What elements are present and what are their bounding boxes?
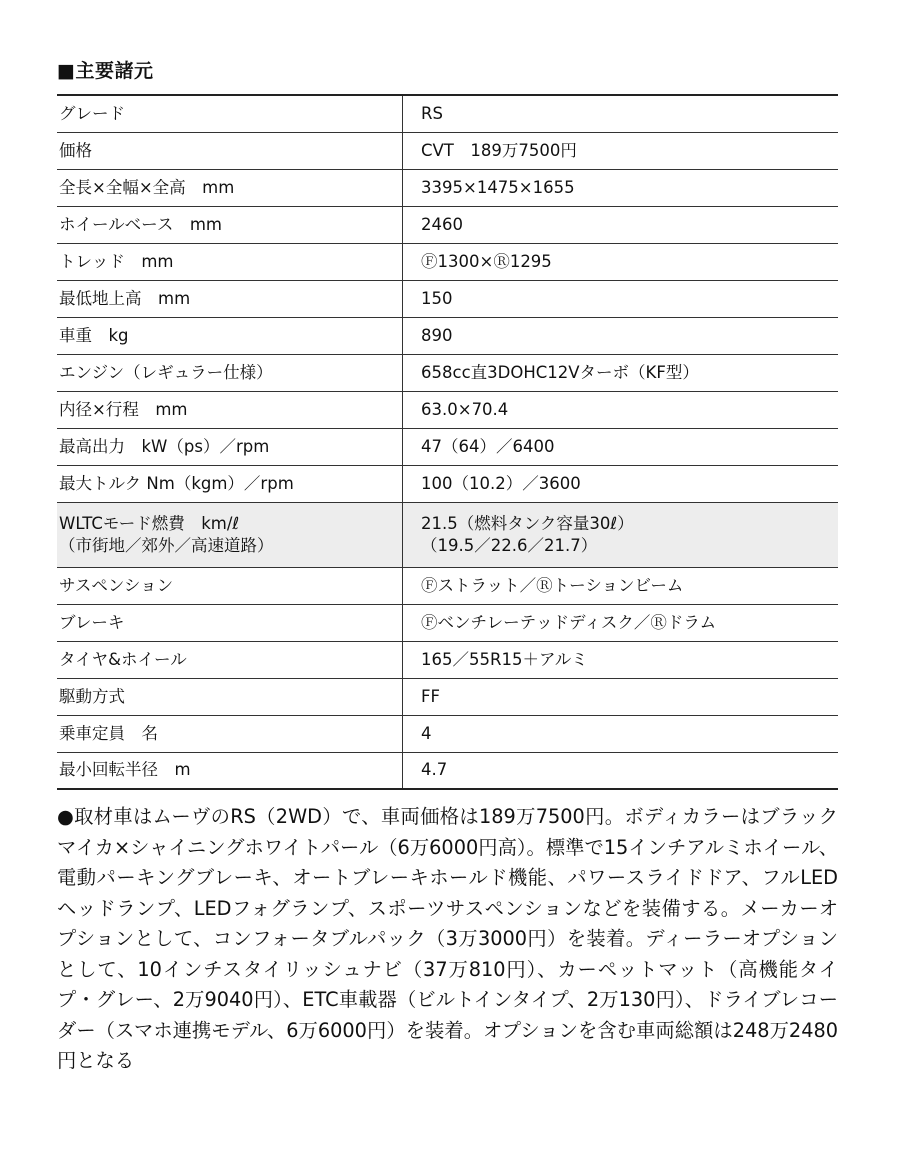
- section-title: ■主要諸元: [57, 60, 154, 82]
- spec-value: [403, 354, 839, 391]
- spec-label-text: 最大トルク Nm（kgm）／rpm: [59, 473, 294, 493]
- spec-value-text: Ⓕストラット／Ⓡトーションビーム: [421, 575, 684, 595]
- spec-value: [403, 604, 839, 641]
- spec-label: [57, 243, 403, 280]
- spec-row: [57, 641, 838, 678]
- spec-row: [57, 715, 838, 752]
- spec-label: [57, 132, 403, 169]
- spec-row: [57, 502, 838, 567]
- spec-label: [57, 428, 403, 465]
- spec-value-text: 100（10.2）／3600: [421, 473, 581, 493]
- spec-label: [57, 567, 403, 604]
- spec-label-text: 価格: [59, 140, 92, 160]
- spec-value: [403, 132, 839, 169]
- spec-label-text: 乗車定員 名: [59, 723, 158, 743]
- spec-value-text: （19.5／22.6／21.7）: [421, 535, 598, 555]
- spec-label-text: トレッド mm: [59, 251, 174, 271]
- spec-label-text: サスペンション: [59, 575, 174, 595]
- spec-value-text: 3395×1475×1655: [421, 177, 575, 197]
- spec-value-text: 47（64）／6400: [421, 436, 555, 456]
- spec-label: [57, 465, 403, 502]
- spec-label-text: グレード: [59, 103, 125, 123]
- spec-row: [57, 391, 838, 428]
- spec-value-text: FF: [421, 686, 440, 706]
- spec-page: [57, 58, 840, 1077]
- spec-value-text: 165／55R15＋アルミ: [421, 649, 588, 669]
- spec-row: [57, 280, 838, 317]
- spec-value-text: 4: [421, 723, 432, 743]
- spec-value: [403, 169, 839, 206]
- spec-label-text: 駆動方式: [59, 686, 125, 706]
- spec-value-text: 150: [421, 288, 453, 308]
- spec-table: [57, 94, 838, 790]
- spec-row: [57, 678, 838, 715]
- spec-row: [57, 95, 838, 132]
- spec-value-text: 658cc直3DOHC12Vターボ（KF型）: [421, 362, 699, 382]
- spec-value: [403, 641, 839, 678]
- spec-row: [57, 354, 838, 391]
- spec-label: [57, 354, 403, 391]
- spec-value: [403, 280, 839, 317]
- spec-row: [57, 604, 838, 641]
- spec-label: [57, 752, 403, 789]
- spec-label-text: タイヤ&ホイール: [59, 649, 187, 669]
- spec-label: [57, 169, 403, 206]
- spec-value-text: CVT 189万7500円: [421, 140, 577, 160]
- spec-value: [403, 567, 839, 604]
- spec-label: [57, 280, 403, 317]
- spec-label: [57, 715, 403, 752]
- spec-label: [57, 604, 403, 641]
- spec-label-text: 最高出力 kW（ps）／rpm: [59, 436, 270, 456]
- spec-label-text: ブレーキ: [59, 612, 125, 632]
- spec-row: [57, 465, 838, 502]
- spec-row: [57, 567, 838, 604]
- spec-label-text: WLTCモード燃費 km/ℓ: [59, 513, 240, 533]
- spec-value: [403, 715, 839, 752]
- spec-value: [403, 428, 839, 465]
- spec-label: [57, 641, 403, 678]
- spec-row: [57, 206, 838, 243]
- notes-paragraph: ●取材車はムーヴのRS（2WD）で、車両価格は189万7500円。ボディカラーはブラックマイカ×シャイニングホワイトパール（6万6000円高）。標準で15インチアルミホイール、電動パーキングブレーキ、オートブレーキホールド機能、パワースライドドア、フルLEDヘッドランプ、LEDフォグランプ、スポーツサスペンションなどを装備する。メーカーオプションとして、コンフォータブルパック（3万3000円）を装着。ディーラーオプションとして、10インチスタイリッシュナビ（37万810円）、カーペットマット（高機能タイプ・グレー、2万9040円）、ETC車載器（ビルトインタイプ、2万130円）、ドライブレコーダー（スマホ連携モデル、6万6000円）を装着。オプションを含む車両総額は248万2480円となる: [57, 805, 838, 1072]
- spec-value-text: 890: [421, 325, 453, 345]
- spec-table-body: [57, 95, 838, 789]
- spec-label-text: ホイールベース mm: [59, 214, 222, 234]
- spec-label-text: 最小回転半径 m: [59, 760, 191, 780]
- spec-row: [57, 428, 838, 465]
- spec-row: [57, 752, 838, 789]
- spec-label-text: エンジン（レギュラー仕様）: [59, 362, 273, 382]
- spec-label-text: 内径×行程 mm: [59, 399, 188, 419]
- spec-row: [57, 132, 838, 169]
- spec-label-text: 全長×全幅×全高 mm: [59, 177, 235, 197]
- spec-value: [403, 95, 839, 132]
- spec-value-text: 4.7: [421, 760, 448, 780]
- spec-label: [57, 502, 403, 567]
- spec-label: [57, 317, 403, 354]
- spec-value: [403, 752, 839, 789]
- spec-label: [57, 678, 403, 715]
- spec-value-text: Ⓕ1300×Ⓡ1295: [421, 251, 552, 271]
- spec-value: [403, 317, 839, 354]
- spec-label-text: 車重 kg: [59, 325, 129, 345]
- spec-label: [57, 95, 403, 132]
- spec-value: [403, 391, 839, 428]
- spec-value: [403, 465, 839, 502]
- spec-label-text: （市街地／郊外／高速道路）: [59, 535, 274, 555]
- spec-value-text: RS: [421, 103, 443, 123]
- spec-value: [403, 243, 839, 280]
- spec-label: [57, 206, 403, 243]
- spec-value: [403, 502, 839, 567]
- spec-value-text: Ⓕベンチレーテッドディスク／Ⓡドラム: [421, 612, 717, 632]
- spec-row: [57, 169, 838, 206]
- spec-value-text: 21.5（燃料タンク容量30ℓ）: [421, 513, 634, 533]
- spec-value-text: 2460: [421, 214, 463, 234]
- spec-row: [57, 317, 838, 354]
- spec-value-text: 63.0×70.4: [421, 399, 509, 419]
- spec-row: [57, 243, 838, 280]
- spec-label: [57, 391, 403, 428]
- spec-label-text: 最低地上高 mm: [59, 288, 191, 308]
- spec-value: [403, 678, 839, 715]
- spec-value: [403, 206, 839, 243]
